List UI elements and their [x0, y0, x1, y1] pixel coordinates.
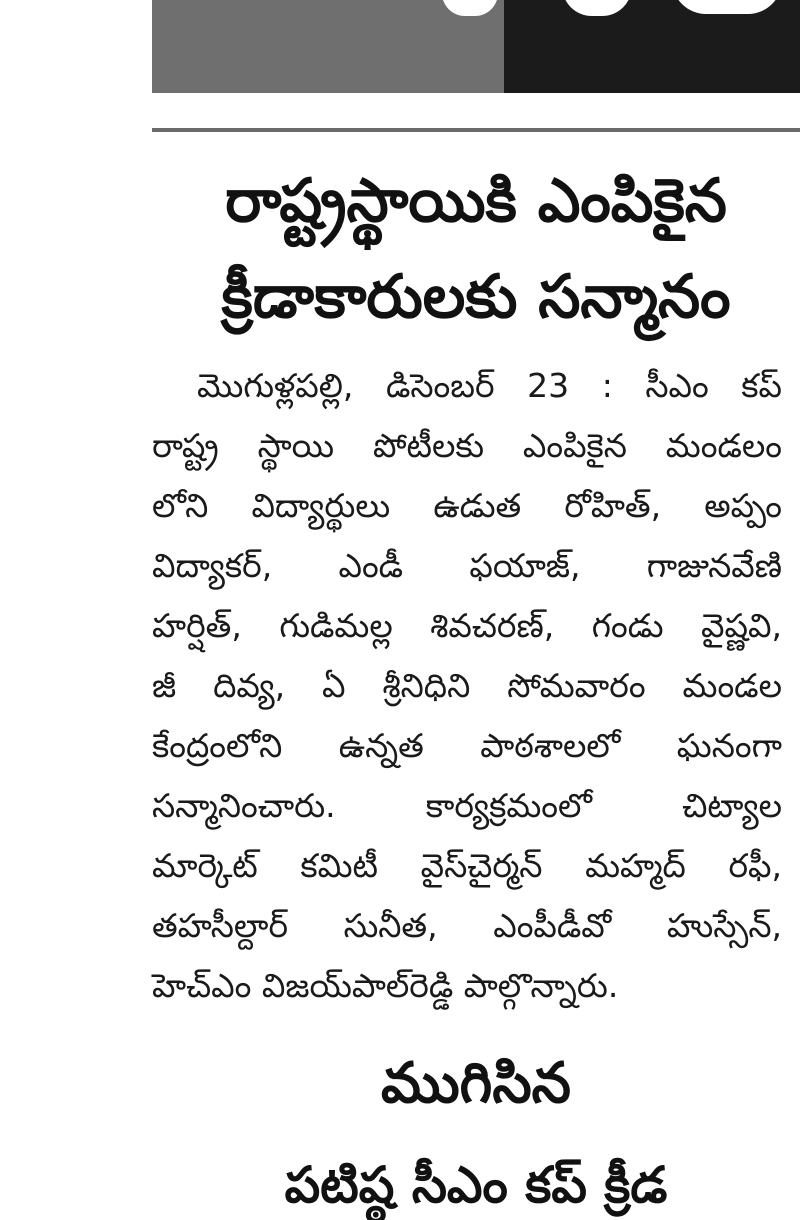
top-banner-cropped — [152, 0, 800, 93]
next-article-headline: ముగిసిన — [381, 1051, 571, 1116]
next-article-headline-line-2: పటిష్ఠ సీఎం కప్ క్రీడ — [284, 1156, 668, 1214]
article-body-line: సన్మానించారు. కార్యక్రమంలో చిట్యాల — [152, 786, 782, 825]
article-headline-line-2: క్రీడాకారులకు సన్మానం — [221, 262, 731, 332]
article-body-line: రాష్ట్ర స్థాయి పోటీలకు ఎంపికైన మండలం — [152, 426, 782, 465]
next-article-headline-cutoff — [152, 1150, 800, 1214]
article-body-line: మార్కెట్ కమిటీ వైస్‌చైర్మన్ మహ్మద్ రఫీ, — [152, 846, 782, 885]
article-body-line: విద్యాకర్, ఎండీ ఫయాజ్, గాజునవేణి — [152, 546, 782, 585]
article-body-line: హర్షిత్, గుడిమల్ల శివచరణ్, గండు వైష్ణవి, — [152, 606, 782, 645]
article-body-line: మొగుళ్లపల్లి, డిసెంబర్ 23 : సీఎం కప్ — [197, 366, 782, 405]
article-body — [152, 356, 782, 1016]
article-body-line: తహసీల్దార్ సునీత, ఎంపీడీవో హుస్సేన్, — [152, 906, 782, 945]
section-divider-rule — [152, 128, 800, 132]
article-body-line: హెచ్‌ఎం విజయ్‌పాల్‌రెడ్డి పాల్గొన్నారు. — [152, 966, 619, 1005]
article-body-line: జీ దివ్య, ఏ శ్రీనిధిని సోమవారం మండల — [152, 666, 782, 705]
article-body-line: లోని విద్యార్థులు ఉడుత రోహిత్, అప్పం — [152, 486, 782, 525]
banner-dark-panel — [504, 0, 800, 93]
article-body-line: కేంద్రంలోని ఉన్నత పాఠశాలలో ఘనంగా — [152, 726, 782, 765]
article-headline-line-1: రాష్ట్రస్థాయికి ఎంపికైన — [225, 166, 727, 236]
banner-grey-panel — [152, 0, 504, 93]
